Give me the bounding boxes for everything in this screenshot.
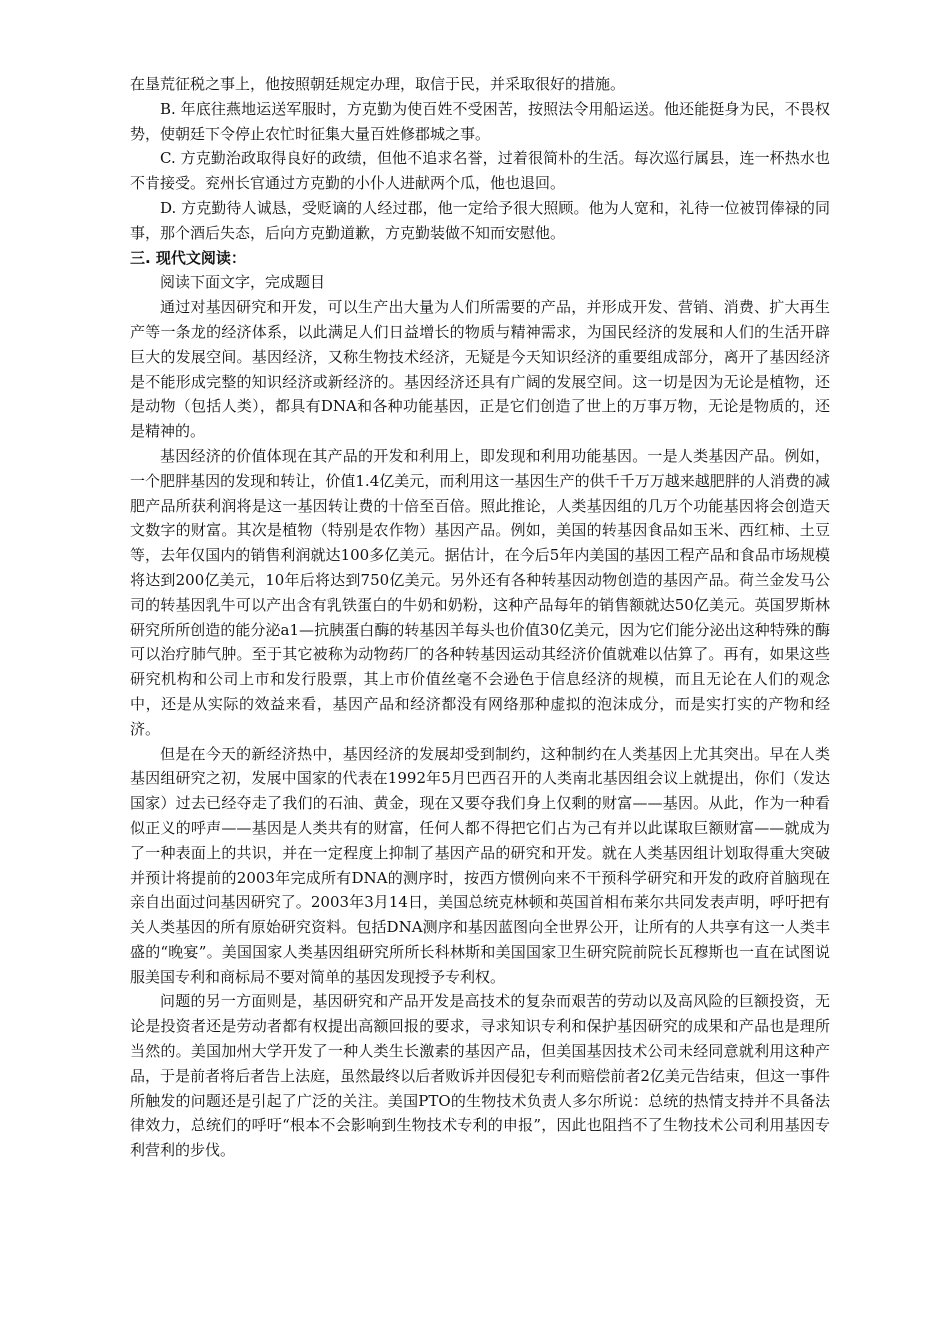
reading-instruction: 阅读下面文字，完成题目	[160, 273, 326, 292]
option-a-continuation: 在垦荒征税之事上，他按照朝廷规定办理，取信于民，并采取很好的措施。	[130, 75, 626, 93]
document-page	[130, 72, 830, 1163]
passage-paragraph-1: 通过对基因研究和开发，可以生产出大量为人们所需要的产品，并形成开发、营销、消费、扩大再生产等一条龙的经济体系，以此满足人们日益增长的物质与精神需求，为国民经济的发展和人们的生活开辟巨大的发展空间。基因经济，又称生物技术经济，无疑是今天知识经济的重要组成部分，离开了基因经济是不能形成完整的知识经济或新经济的。基因经济还具有广阔的发展空间。这一切是因为无论是植物，还是动物（包括人类），都具有DNA和各种功能基因，正是它们创造了世上的万事万物，无论是物质的，还是精神的。	[130, 298, 830, 441]
passage-paragraph-3: 但是在今天的新经济热中，基因经济的发展却受到制约，这种制约在人类基因上尤其突出。早在人类基因组研究之初，发展中国家的代表在1992年5月巴西召开的人类南北基因组会议上就提出，你们（发达国家）过去已经夺走了我们的石油、黄金，现在又要夺我们身上仅剩的财富——基因。从此，作为一种看似正义的呼声——基因是人类共有的财富，任何人都不得把它们占为己有并以此谋取巨额财富——就成为了一种表面上的共识，并在一定程度上抑制了基因产品的研究和开发。就在人类基因组计划取得重大突破并预计将提前的2003年完成所有DNA的测序时，按西方惯例向来不干预科学研究和开发的政府首脑现在亲自出面过问基因研究了。2003年3月14日，美国总统克林顿和英国首相布莱尔共同发表声明，呼吁把有关人类基因的所有原始研究资料。包括DNA测序和基因蓝图向全世界公开，让所有的人共享有这一人类丰盛的“晚宴”。美国国家人类基因组研究所所长科林斯和美国国家卫生研究院前院长瓦穆斯也一直在试图说服美国专利和商标局不要对简单的基因发现授予专利权。	[130, 744, 830, 986]
option-c: C. 方克勤治政取得良好的政绩，但他不追求名誉，过着很简朴的生活。每次巡行属县，连一杯热水也不肯接受。兖州长官通过方克勤的小仆人进献两个瓜，他也退回。	[130, 149, 830, 193]
section-heading: 三. 现代文阅读：	[130, 248, 246, 267]
passage-paragraph-2: 基因经济的价值体现在其产品的开发和利用上，即发现和利用功能基因。一是人类基因产品。例如，一个肥胖基因的发现和转让，价值1.4亿美元，而利用这一基因生产的供千千万万越来越肥胖的人消费的减肥产品所获利润将是这一基因转让费的十倍至百倍。照此推论，人类基因组的几万个功能基因将会创造天文数字的财富。其次是植物（特别是农作物）基因产品。例如，美国的转基因食品如玉米、西红柿、土豆等，去年仅国内的销售利润就达100多亿美元。据估计，在今后5年内美国的基因工程产品和食品市场规模将达到200亿美元，10年后将达到750亿美元。另外还有各种转基因动物创造的基因产品。荷兰金发马公司的转基因乳牛可以产出含有乳铁蛋白的牛奶和奶粉，这种产品每年的销售额就达50亿美元。英国罗斯林研究所所创造的能分泌a1—抗胰蛋白酶的转基因羊每头也价值30亿美元，因为它们能分泌出这种特殊的酶可以治疗肺气肿。至于其它被称为动物药厂的各种转基因运动其经济价值就难以估算了。再有，如果这些研究机构和公司上市和发行股票，其上市价值丝毫不会逊色于信息经济的规模，而且无论在人们的观念中，还是从实际的效益来看，基因产品和经济都没有网络那种虚拟的泡沫成分，而是实打实的产物和经济。	[130, 446, 830, 738]
option-b: B. 年底往燕地运送军服时，方克勤为使百姓不受困苦，按照法令用船运送。他还能挺身为民，不畏权势，使朝廷下令停止农忙时征集大量百姓修郡城之事。	[130, 99, 830, 143]
option-d: D. 方克勤待人诚恳，受贬谪的人经过郡，他一定给予很大照顾。他为人宽和，礼待一位被罚俸禄的同事，那个酒后失态，后向方克勤道歉，方克勤装做不知而安慰他。	[130, 198, 830, 242]
passage-paragraph-4: 问题的另一方面则是，基因研究和产品开发是高技术的复杂而艰苦的劳动以及高风险的巨额投资，无论是投资者还是劳动者都有权提出高额回报的要求，寻求知识专利和保护基因研究的成果和产品也是理所当然的。美国加州大学开发了一种人类生长激素的基因产品，但美国基因技术公司未经同意就利用这种产品，于是前者将后者告上法庭，虽然最终以后者败诉并因侵犯专利而赔偿前者2亿美元告结束，但这一事件所触发的问题还是引起了广泛的关注。美国PTO的生物技术负责人多尔所说：总统的热情支持并不具备法律效力，总统们的呼吁“根本不会影响到生物技术专利的申报”，因此也阻挡不了生物技术公司利用基因专利营利的步伐。	[130, 992, 830, 1160]
